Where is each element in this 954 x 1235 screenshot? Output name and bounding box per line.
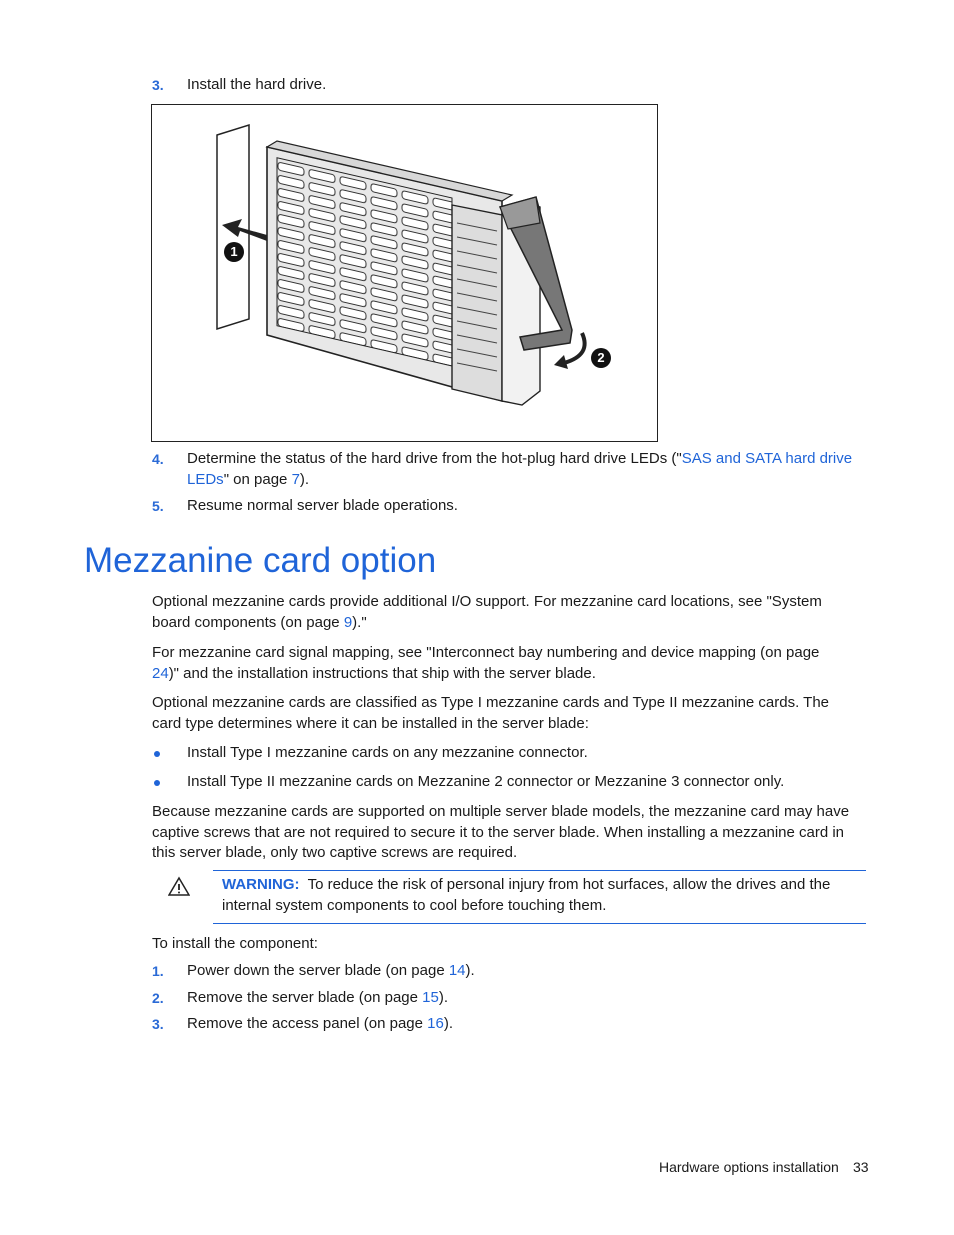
paragraph [152, 693, 829, 734]
bullet-item: Install Type I mezzanine cards on any mezzanine connector. [187, 744, 588, 761]
para-line: card type determines where it can be installed in the server blade: [152, 714, 589, 732]
bullet-dot [154, 751, 160, 757]
warning-box [213, 870, 866, 924]
page-link[interactable]: 7 [291, 470, 300, 488]
callout-1: 1 [224, 242, 244, 262]
step-text: Resume normal server blade operations. [187, 497, 458, 514]
warning-text: internal system components to cool before touching them. [222, 896, 607, 914]
paragraph [152, 802, 849, 864]
step-number: 5. [152, 498, 164, 514]
bullet-item: Install Type II mezzanine cards on Mezzanine 2 connector or Mezzanine 3 connector only. [187, 773, 785, 790]
page-link[interactable]: 16 [427, 1015, 444, 1032]
warning-icon [168, 876, 190, 896]
callout-2: 2 [591, 348, 611, 368]
step-number: 1. [152, 963, 164, 979]
page-link[interactable]: 14 [448, 962, 466, 979]
page-link[interactable]: 15 [422, 989, 439, 1006]
step-text-pre: Remove the access panel (on page [187, 1015, 428, 1032]
footer-title: Hardware options installation [659, 1159, 839, 1175]
para-line: )." [352, 613, 367, 631]
step-text [187, 988, 448, 1009]
step-number: 2. [152, 990, 164, 1006]
page-link[interactable]: 24 [152, 664, 169, 682]
page-link[interactable]: 9 [343, 613, 353, 631]
step-4-pre: Determine the status of the hard drive from the hot-plug hard drive LEDs (" [187, 450, 682, 467]
para-line: this server blade, only two captive screws are required. [152, 844, 518, 861]
para-line: captive screws that are not required to secure it to the server blade. When installing a mezzanine card in [152, 823, 845, 841]
sas-sata-led-link-a[interactable]: SAS and SATA hard drive [681, 450, 853, 467]
warning-text: To reduce the risk of personal injury from hot surfaces, allow the drives and the [307, 876, 831, 893]
section-title: Mezzanine card option [84, 541, 437, 580]
para-line: Because mezzanine cards are supported on multiple server blade models, the mezzanine card may have [152, 803, 850, 820]
para-line: )" and the installation instructions that ship with the server blade. [168, 664, 596, 682]
warning-label: WARNING: [222, 876, 300, 893]
para-line: Optional mezzanine cards are classified as Type I mezzanine cards and Type II mezzanine cards. The [152, 694, 830, 711]
step-text-post: ). [438, 989, 448, 1006]
page-number: 33 [853, 1159, 869, 1175]
step-number: 3. [152, 77, 164, 93]
step-text-pre: Remove the server blade (on page [187, 989, 423, 1006]
step-number: 4. [152, 451, 164, 467]
step-4-post: ). [299, 470, 310, 488]
sas-sata-led-link-b[interactable]: LEDs [187, 470, 224, 488]
step-text-post: ). [465, 962, 475, 979]
step-text-post: ). [443, 1015, 454, 1032]
step-text [187, 449, 877, 490]
paragraph [152, 592, 822, 633]
paragraph [152, 643, 819, 684]
hard-drive-install-figure [151, 104, 658, 442]
para-line: For mezzanine card signal mapping, see "Interconnect bay numbering and device mapping (on page [152, 644, 820, 661]
para-line: board components (on page [152, 613, 344, 631]
hard-drive-illustration [152, 105, 657, 441]
step-4-mid: " on page [223, 470, 292, 488]
bullet-dot [154, 780, 160, 786]
step-text [187, 1014, 453, 1035]
procedure-intro: To install the component: [152, 935, 318, 952]
step-text: Install the hard drive. [187, 76, 327, 93]
para-line: Optional mezzanine cards provide additional I/O support. For mezzanine card locations, see "System [152, 593, 822, 610]
step-number: 3. [152, 1016, 164, 1032]
step-text [187, 961, 475, 982]
step-text-pre: Power down the server blade (on page [187, 962, 449, 979]
